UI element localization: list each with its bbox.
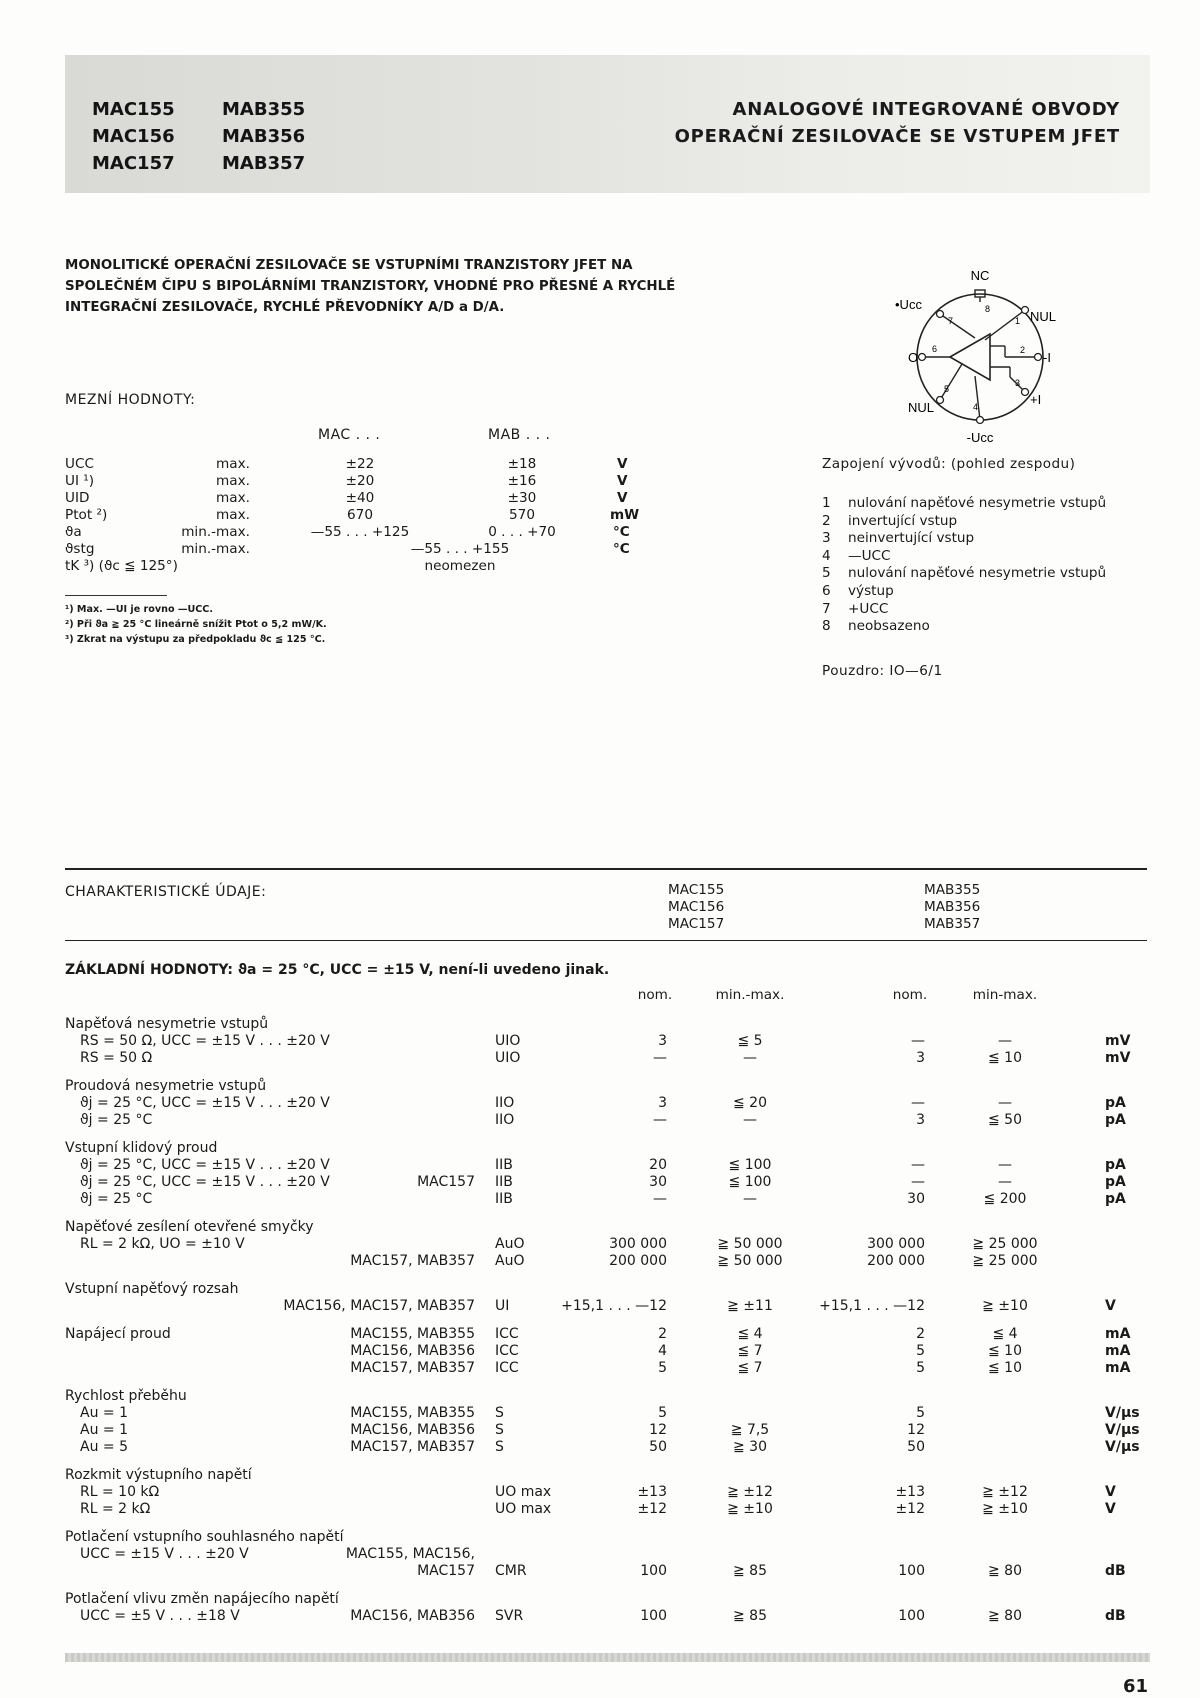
limit-condition: max. [216, 507, 250, 523]
device-label: MAC157, MAB357 [350, 1439, 475, 1455]
mac-minmax: ≦ 7 [737, 1343, 763, 1359]
mab-minmax: — [998, 1033, 1012, 1049]
mac-minmax: ≧ 50 000 [717, 1253, 783, 1269]
mac-minmax: ≧ 85 [733, 1563, 767, 1579]
pinout-caption: Zapojení vývodů: (pohled zespodu) [822, 456, 1076, 472]
header-part-mac157: MAC157 [92, 153, 175, 174]
mab-minmax: ≧ 25 000 [972, 1236, 1038, 1252]
param-symbol: S [495, 1439, 504, 1455]
characteristics-heading: CHARAKTERISTICKÉ ÚDAJE: [65, 884, 267, 900]
limit-symbol: tK ³) (ϑc ≦ 125°) [65, 558, 178, 574]
pin-row: 4 —UCC [822, 547, 891, 564]
limit-unit: mW [610, 507, 640, 523]
unit-label: pA [1105, 1174, 1126, 1190]
param-symbol: CMR [495, 1563, 527, 1579]
limit-mab-value: 0 . . . +70 [488, 524, 556, 540]
param-symbol: ICC [495, 1343, 519, 1359]
page-number: 61 [1122, 1676, 1148, 1697]
limit-mac-value: —55 . . . +125 [310, 524, 410, 540]
device-label: MAC157 [417, 1563, 475, 1579]
limit-mab-value: ±18 [507, 456, 537, 472]
unit-label: mA [1105, 1326, 1131, 1342]
param-name: Potlačení vstupního souhlasného napětí [65, 1529, 344, 1545]
pin-label-noninverting: +I [1030, 392, 1042, 407]
mac-minmax: — [743, 1050, 757, 1066]
mab-minmax: ≦ 4 [992, 1326, 1018, 1342]
pin-label-output: O [908, 350, 919, 365]
mac-minmax: ≧ ±12 [727, 1484, 773, 1500]
limit-symbol: UID [65, 490, 90, 506]
limit-mab-value: 570 [509, 507, 535, 523]
test-condition: UCC = ±15 V . . . ±20 V [80, 1546, 249, 1562]
header-title-line2: OPERAČNÍ ZESILOVAČE SE VSTUPEM JFET [674, 126, 1120, 147]
limit-mac-value: 670 [347, 507, 373, 523]
test-condition: RL = 2 kΩ, UO = ±10 V [80, 1236, 245, 1252]
unit-label: pA [1105, 1191, 1126, 1207]
limit-symbol: Ptot ²) [65, 507, 108, 523]
mab-minmax: ≧ ±10 [982, 1298, 1028, 1314]
mab-minmax: ≧ ±12 [982, 1484, 1028, 1500]
mab-nom: 100 [898, 1608, 925, 1624]
pin-label-ucc-pos: •Ucc [895, 297, 922, 312]
mac-nom: — [653, 1191, 667, 1207]
mab-nom: 200 000 [867, 1253, 925, 1269]
footnote-1: ¹) Max. —UI je rovno —UCC. [65, 604, 213, 615]
device-label: MAC156, MAB356 [350, 1343, 475, 1359]
device-label: MAC157 [417, 1174, 475, 1190]
section-rule-top [65, 868, 1147, 870]
unit-label: mV [1105, 1050, 1131, 1066]
limit-condition: max. [216, 456, 250, 472]
limit-mac-value: ±40 [345, 490, 375, 506]
pin-row: 5 nulování napěťové nesymetrie vstupů [822, 565, 1107, 582]
device-label: MAC155, MAC156, [345, 1546, 475, 1562]
unit-label: dB [1105, 1563, 1126, 1579]
limit-symbol: UI ¹) [65, 473, 95, 489]
mac-minmax: ≧ ±11 [727, 1298, 773, 1314]
unit-label: pA [1105, 1095, 1126, 1111]
limit-mac-value: ±20 [345, 473, 375, 489]
mac-nom: 3 [658, 1095, 667, 1111]
param-symbol: AuO [495, 1236, 525, 1252]
param-symbol: AuO [495, 1253, 525, 1269]
col-header-nom: nom. [637, 987, 673, 1003]
limit-mab-value: ±30 [507, 490, 537, 506]
header-part-mab355: MAB355 [222, 99, 306, 120]
mac-nom: 100 [640, 1563, 667, 1579]
mac-minmax: ≦ 20 [733, 1095, 767, 1111]
param-symbol: IIB [495, 1157, 513, 1173]
unit-label: V [1105, 1298, 1116, 1314]
param-symbol: IIB [495, 1191, 513, 1207]
mab-nom: +15,1 . . . —12 [819, 1298, 925, 1314]
intro-description: MONOLITICKÉ OPERAČNÍ ZESILOVAČE SE VSTUPNÍMI TRANZISTORY JFET NA SPOLEČNÉM ČIPU S BIPOLÁRNÍMI TRANZISTORY, VHODNÉ PRO PŘESNÉ A RYCHLÉ INTEGRAČNÍ ZESILOVAČE, RYCHLÉ PŘEVODNÍKY A/D a D/A. [65, 258, 676, 315]
pin-row: 8 neobsazeno [822, 618, 930, 635]
mac-nom: 20 [649, 1157, 667, 1173]
mac-nom: 30 [649, 1174, 667, 1190]
test-condition: ϑj = 25 °C, UCC = ±15 V . . . ±20 V [80, 1095, 330, 1111]
limit-unit: V [617, 473, 628, 489]
mac-nom: 5 [658, 1360, 667, 1376]
param-name: Rozkmit výstupního napětí [65, 1467, 252, 1483]
pin-label-ucc-neg: -Ucc [966, 430, 994, 445]
group-mab-line3: MAB357 [924, 916, 981, 932]
limit-mac-value: ±22 [345, 456, 375, 472]
pin-row: 7 +UCC [822, 600, 889, 617]
pin-row: 1 nulování napěťové nesymetrie vstupů [822, 495, 1107, 511]
mac-nom: 12 [649, 1422, 667, 1438]
pin-label-nul2: NUL [908, 400, 935, 415]
mac-minmax: ≧ 7,5 [730, 1422, 770, 1438]
mab-nom: — [911, 1174, 925, 1190]
mac-nom: 50 [649, 1439, 667, 1455]
unit-label: V [1105, 1501, 1116, 1517]
device-label: MAC157, MAB357 [350, 1360, 475, 1376]
param-name: Rychlost přeběhu [65, 1388, 187, 1404]
unit-label: pA [1105, 1157, 1126, 1173]
pin-number: 2 [1020, 345, 1026, 355]
unit-label: mA [1105, 1343, 1131, 1359]
mab-nom: 300 000 [867, 1236, 925, 1252]
test-condition: Au = 5 [80, 1439, 128, 1455]
limit-condition: min.-max. [181, 541, 250, 557]
col-header-minmax2: min-max. [972, 987, 1038, 1003]
mac-minmax: ≧ 50 000 [717, 1236, 783, 1252]
mab-nom: 3 [916, 1050, 925, 1066]
mac-minmax: ≦ 5 [737, 1033, 763, 1049]
limit-condition: max. [216, 490, 250, 506]
limit-symbol: ϑa [65, 524, 82, 540]
pin-row: 6 výstup [822, 582, 894, 599]
col-header-minmax: min.-max. [715, 987, 785, 1003]
group-mac-line1: MAC155 [668, 882, 725, 898]
test-condition: RL = 2 kΩ [80, 1501, 151, 1517]
test-condition: ϑj = 25 °C [80, 1112, 153, 1128]
unit-label: dB [1105, 1608, 1126, 1624]
pin-row: 3 neinvertující vstup [822, 530, 975, 547]
param-symbol: UIO [495, 1050, 521, 1066]
test-condition: RL = 10 kΩ [80, 1484, 160, 1500]
basic-conditions: ZÁKLADNÍ HODNOTY: ϑa = 25 °C, UCC = ±15 V, není-li uvedeno jinak. [65, 962, 610, 978]
unit-label: V/µs [1105, 1405, 1140, 1421]
limit-both-value: —55 . . . +155 [410, 541, 510, 557]
param-name: Vstupní klidový proud [65, 1140, 218, 1156]
mac-minmax: — [743, 1112, 757, 1128]
test-condition: Au = 1 [80, 1422, 128, 1438]
unit-label: V/µs [1105, 1439, 1140, 1455]
mab-nom: 5 [916, 1405, 925, 1421]
footnote-3: ³) Zkrat na výstupu za předpokladu ϑc ≦ 125 °C. [65, 634, 326, 645]
param-symbol: IIB [495, 1174, 513, 1190]
pin-row: 2 invertující vstup [822, 512, 958, 529]
test-condition: ϑj = 25 °C [80, 1191, 153, 1207]
pin-number: 6 [932, 344, 938, 354]
limit-unit: V [617, 456, 628, 472]
param-symbol: ICC [495, 1326, 519, 1342]
pin-number: 4 [973, 402, 979, 412]
test-condition: Au = 1 [80, 1405, 128, 1421]
mac-nom: +15,1 . . . —12 [561, 1298, 667, 1314]
test-condition: RS = 50 Ω [80, 1050, 153, 1066]
mab-nom: 3 [916, 1112, 925, 1128]
header-part-mab356: MAB356 [222, 126, 306, 147]
pin-number: 1 [1015, 316, 1021, 326]
header-part-mac156: MAC156 [92, 126, 175, 147]
col-header-nom2: nom. [892, 987, 928, 1003]
mab-minmax: ≧ 80 [988, 1608, 1022, 1624]
device-label: MAC156, MAB356 [350, 1422, 475, 1438]
mab-nom: 50 [907, 1439, 925, 1455]
mac-nom: 4 [658, 1343, 667, 1359]
mab-nom: — [911, 1033, 925, 1049]
pin-number: 8 [985, 304, 991, 314]
header-title-line1: ANALOGOVÉ INTEGROVANÉ OBVODY [732, 99, 1120, 120]
pin-label-inverting: -I [1043, 350, 1051, 365]
device-label: MAC156, MAB356 [350, 1608, 475, 1624]
mab-nom: 2 [916, 1326, 925, 1342]
mab-minmax: — [998, 1095, 1012, 1111]
limits-col-mac: MAC . . . [318, 427, 381, 443]
unit-label: V/µs [1105, 1422, 1140, 1438]
pin-number: 5 [944, 384, 950, 394]
param-symbol: IIO [495, 1095, 515, 1111]
param-name: Potlačení vlivu změn napájecího napětí [65, 1591, 339, 1607]
footnote-divider [65, 595, 167, 596]
mac-minmax: ≦ 100 [728, 1157, 772, 1173]
mac-nom: ±12 [637, 1501, 667, 1517]
limit-mab-value: ±16 [507, 473, 537, 489]
limit-both-value: neomezen [424, 558, 496, 574]
mac-minmax: ≧ 85 [733, 1608, 767, 1624]
package-info: Pouzdro: IO—6/1 [822, 663, 943, 679]
param-name: Napěťová nesymetrie vstupů [65, 1016, 269, 1032]
param-symbol: UO max [495, 1501, 552, 1517]
group-mac-line3: MAC157 [668, 916, 725, 932]
mac-nom: 5 [658, 1405, 667, 1421]
param-symbol: S [495, 1422, 504, 1438]
limit-unit: °C [613, 541, 630, 557]
limit-symbol: ϑstg [65, 541, 95, 557]
unit-label: V [1105, 1484, 1116, 1500]
mab-nom: 30 [907, 1191, 925, 1207]
mab-nom: — [911, 1095, 925, 1111]
param-symbol: IIO [495, 1112, 515, 1128]
mac-minmax: ≦ 7 [737, 1360, 763, 1376]
group-mac-line2: MAC156 [668, 899, 725, 915]
mac-minmax: ≦ 4 [737, 1326, 763, 1342]
mab-minmax: ≧ 25 000 [972, 1253, 1038, 1269]
test-condition: RS = 50 Ω, UCC = ±15 V . . . ±20 V [80, 1033, 330, 1049]
limits-heading: MEZNÍ HODNOTY: [65, 392, 196, 408]
device-label: MAC155, MAB355 [350, 1326, 475, 1342]
mab-nom: ±12 [895, 1501, 925, 1517]
param-name: Vstupní napěťový rozsah [65, 1281, 239, 1297]
mac-nom: 200 000 [609, 1253, 667, 1269]
header-part-mac155: MAC155 [92, 99, 175, 120]
group-mab-line2: MAB356 [924, 899, 981, 915]
param-symbol: ICC [495, 1360, 519, 1376]
param-symbol: UIO [495, 1033, 521, 1049]
section-rule-thin [65, 940, 1147, 941]
mac-minmax: ≦ 100 [728, 1174, 772, 1190]
device-label: MAC156, MAC157, MAB357 [283, 1298, 475, 1314]
mac-minmax: ≧ ±10 [727, 1501, 773, 1517]
test-condition: ϑj = 25 °C, UCC = ±15 V . . . ±20 V [80, 1157, 330, 1173]
pin-number: 7 [948, 316, 954, 326]
mab-minmax: ≦ 200 [983, 1191, 1027, 1207]
mac-nom: 300 000 [609, 1236, 667, 1252]
mac-minmax: ≧ 30 [733, 1439, 767, 1455]
mac-minmax: — [743, 1191, 757, 1207]
unit-label: mA [1105, 1360, 1131, 1376]
limits-col-mab: MAB . . . [488, 427, 551, 443]
mab-minmax: ≦ 10 [988, 1360, 1022, 1376]
limit-condition: max. [216, 473, 250, 489]
mab-minmax: ≦ 10 [988, 1343, 1022, 1359]
param-symbol: UO max [495, 1484, 552, 1500]
mac-nom: 2 [658, 1326, 667, 1342]
pin-list [822, 495, 1106, 636]
mab-nom: — [911, 1157, 925, 1173]
limit-unit: V [617, 490, 628, 506]
mab-minmax: ≧ ±10 [982, 1501, 1028, 1517]
group-mab-line1: MAB355 [924, 882, 981, 898]
mab-minmax: ≦ 50 [988, 1112, 1022, 1128]
header-part-mab357: MAB357 [222, 153, 306, 174]
mab-minmax: ≦ 10 [988, 1050, 1022, 1066]
param-symbol: SVR [495, 1608, 524, 1624]
footer-band [65, 1653, 1150, 1662]
mab-nom: ±13 [895, 1484, 925, 1500]
mab-nom: 5 [916, 1360, 925, 1376]
mac-nom: — [653, 1112, 667, 1128]
pinout-diagram [880, 262, 1060, 452]
device-label: MAC157, MAB357 [350, 1253, 475, 1269]
unit-label: mV [1105, 1033, 1131, 1049]
param-name: Napěťové zesílení otevřené smyčky [65, 1219, 314, 1235]
mab-minmax: ≧ 80 [988, 1563, 1022, 1579]
limit-unit: °C [613, 524, 630, 540]
footnote-2: ²) Při ϑa ≧ 25 °C lineárně snížit Ptot o 5,2 mW/K. [65, 619, 327, 630]
mac-nom: — [653, 1050, 667, 1066]
unit-label: pA [1105, 1112, 1126, 1128]
mab-minmax: — [998, 1157, 1012, 1173]
param-name: Napájecí proud [65, 1326, 171, 1342]
mac-nom: 100 [640, 1608, 667, 1624]
param-name: Proudová nesymetrie vstupů [65, 1078, 267, 1094]
test-condition: ϑj = 25 °C, UCC = ±15 V . . . ±20 V [80, 1174, 330, 1190]
mab-nom: 5 [916, 1343, 925, 1359]
mab-minmax: — [998, 1174, 1012, 1190]
pin-label-nul: NUL [1030, 309, 1057, 324]
pin-number: 3 [1015, 378, 1021, 388]
param-symbol: UI [495, 1298, 510, 1314]
limit-symbol: UCC [65, 456, 94, 472]
device-label: MAC155, MAB355 [350, 1405, 475, 1421]
limit-condition: min.-max. [181, 524, 250, 540]
param-symbol: S [495, 1405, 504, 1421]
mab-nom: 12 [907, 1422, 925, 1438]
mac-nom: 3 [658, 1033, 667, 1049]
mab-nom: 100 [898, 1563, 925, 1579]
test-condition: UCC = ±5 V . . . ±18 V [80, 1608, 240, 1624]
pin-label-nc: NC [970, 268, 990, 283]
mac-nom: ±13 [637, 1484, 667, 1500]
